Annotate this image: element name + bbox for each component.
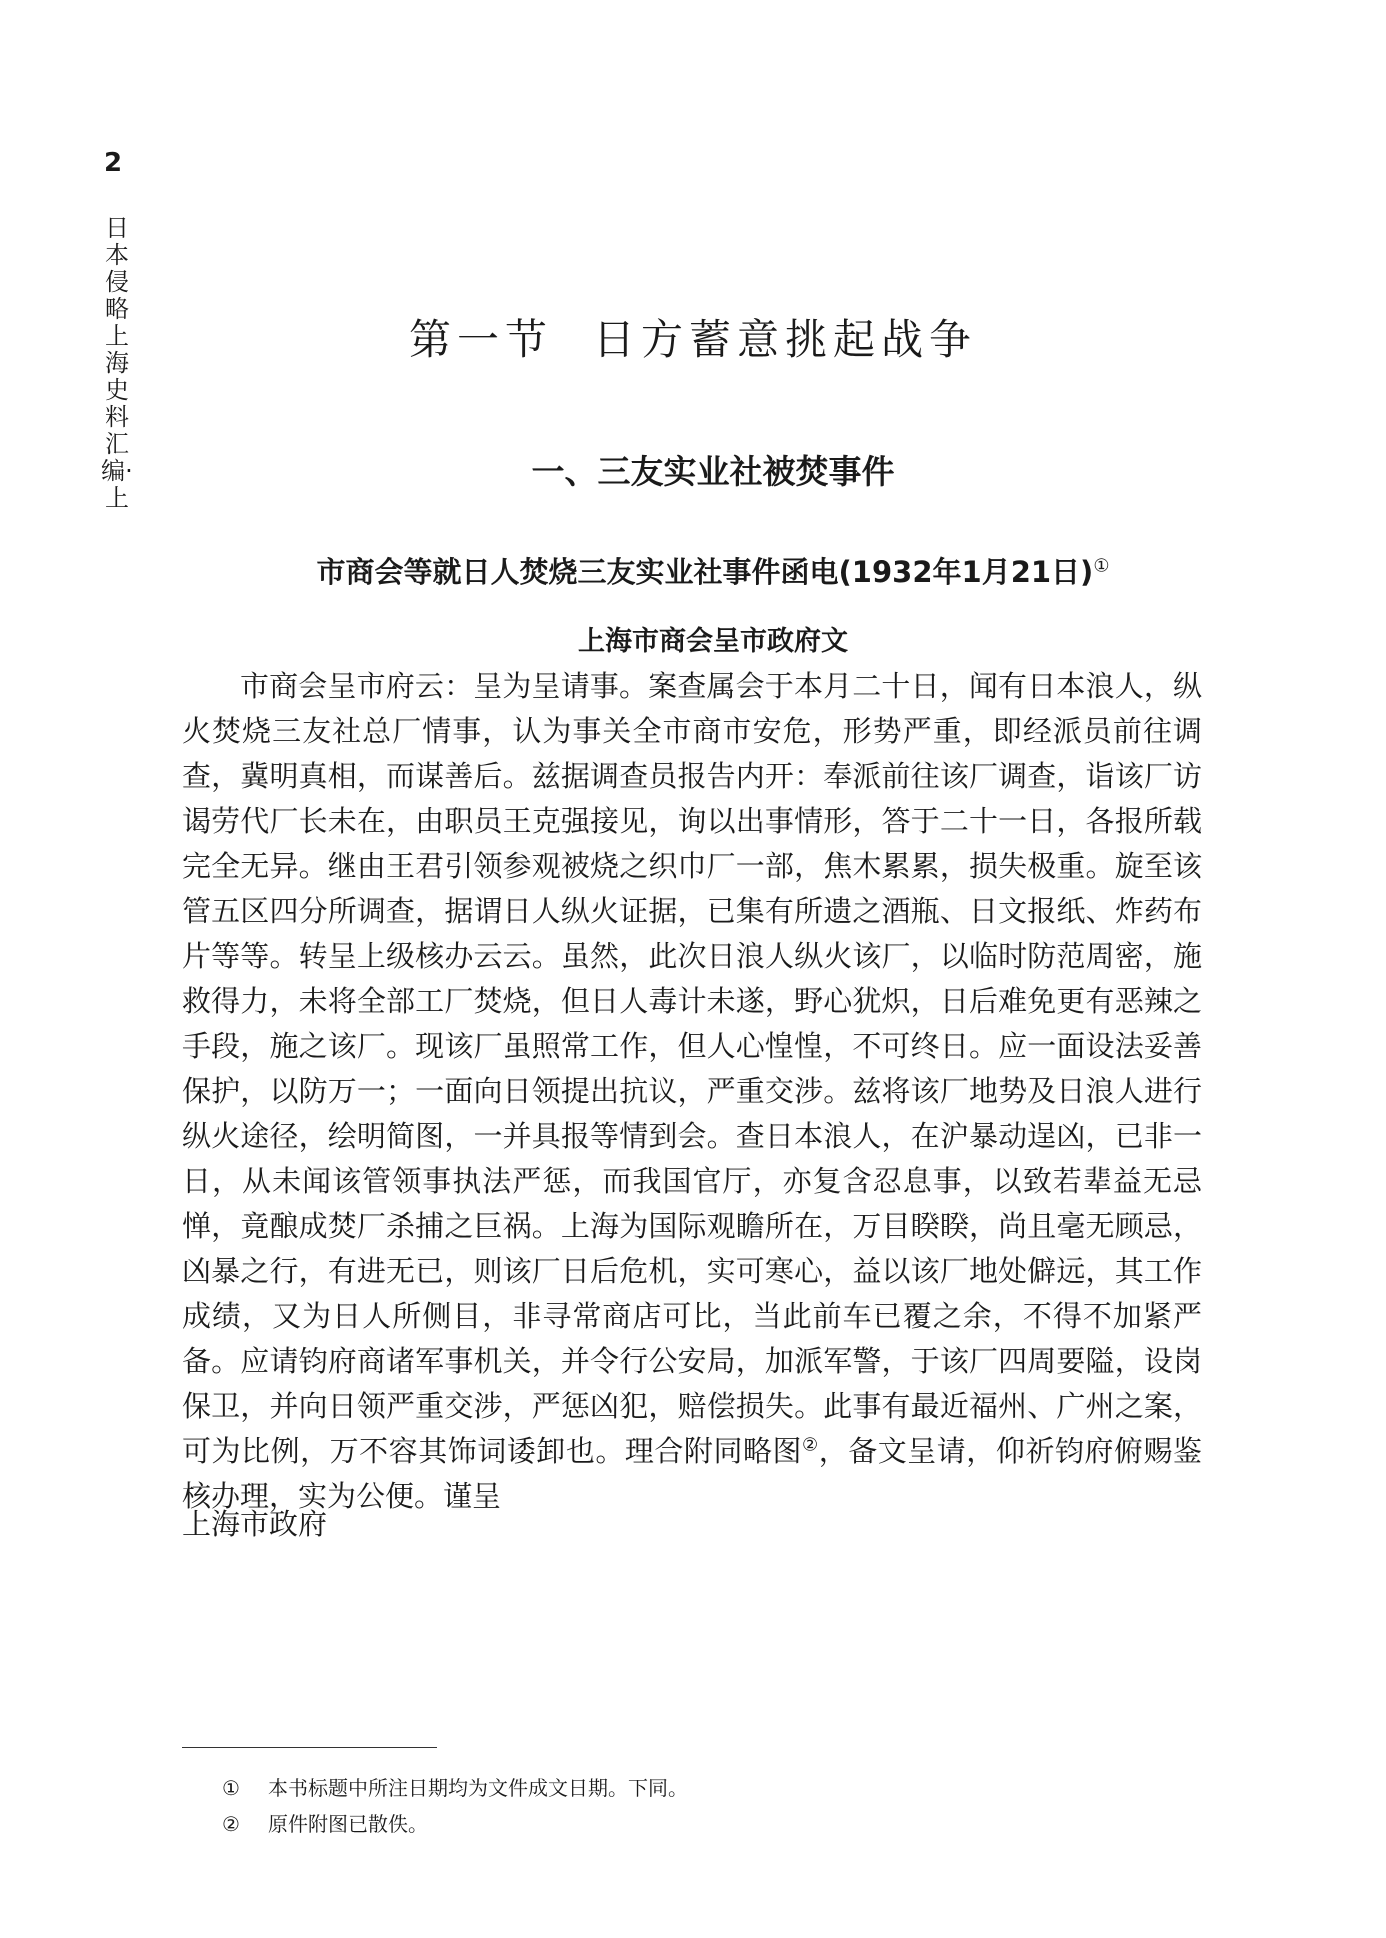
document-subtitle: 上海市商会呈市政府文 — [578, 626, 848, 657]
footnotes — [222, 1770, 1122, 1842]
footnote-text-1: 本书标题中所注日期均为文件成文日期。下同。 — [268, 1776, 688, 1800]
subsection-title: 一、三友实业社被焚事件 — [531, 452, 895, 491]
footnote-text-2: 原件附图已散佚。 — [268, 1812, 428, 1836]
footnote-2 — [222, 1806, 1122, 1842]
section-title-number: 第一节 — [408, 315, 553, 364]
body-paragraph — [182, 664, 1202, 1519]
section-title — [0, 310, 1386, 370]
page-number: 2 — [104, 148, 123, 178]
footnote-1 — [222, 1770, 1122, 1806]
footnote-divider — [182, 1747, 437, 1748]
footnote-ref-2: ② — [802, 1434, 819, 1456]
running-head: 日本侵略上海史料汇编·上 — [101, 214, 133, 512]
document-title-text: 市商会等就日人焚烧三友实业社事件函电(1932年1月21日) — [316, 555, 1094, 589]
section-title-text: 日方蓄意挑起战争 — [593, 315, 978, 364]
document-title — [0, 550, 1386, 594]
addressee: 上海市政府 — [182, 1507, 328, 1541]
body-text-part-2: ，备文呈请，仰祈钧府俯赐鉴核办理，实为公便。谨呈 — [182, 1434, 1202, 1513]
footnote-mark-2: ② — [222, 1812, 240, 1836]
footnote-ref-1: ① — [1093, 555, 1110, 577]
footnote-mark-1: ① — [222, 1776, 240, 1800]
body-text-part-1: 市商会呈市府云：呈为呈请事。案查属会于本月二十日，闻有日本浪人，纵火焚烧三友社总厂情事，认为事关全市商市安危，形势严重，即经派员前往调查，冀明真相，而谋善后。兹据调查员报告内开：奉派前往该厂调查，诣该厂访谒劳代厂长未在，由职员王克强接见，询以出事情形，答于二十一日，各报所载完全无异。继由王君引领参观被烧之织巾厂一部，焦木累累，损失极重。旋至该管五区四分所调查，据谓日人纵火证据，已集有所遗之酒瓶、日文报纸、炸药布片等等。转呈上级核办云云。虽然，此次日浪人纵火该厂，以临时防范周密，施救得力，未将全部工厂焚烧，但日人毒计未遂，野心犹炽，日后难免更有恶辣之手段，施之该厂。现该厂虽照常工作，但人心惶惶，不可终日。应一面设法妥善保护，以防万一；一面向日领提出抗议，严重交涉。兹将该厂地势及日浪人进行纵火途径，绘明简图，一并具报等情到会。查日本浪人，在沪暴动逞凶，已非一日，从未闻该管领事执法严惩，而我国官厅，亦复含忍息事，以致若辈益无忌惮，竟酿成焚厂杀捕之巨祸。上海为国际观瞻所在，万目睽睽，尚且毫无顾忌，凶暴之行，有进无已，则该厂日后危机，实可寒心，益以该厂地处僻远，其工作成绩，又为日人所侧目，非寻常商店可比，当此前车已覆之余，不得不加紧严备。应请钧府商诸军事机关，并令行公安局，加派军警，于该厂四周要隘，设岗保卫，并向日领严重交涉，严惩凶犯，赔偿损失。此事有最近福州、广州之案，可为比例，万不容其饰词诿卸也。理合附同略图 — [182, 669, 1202, 1468]
